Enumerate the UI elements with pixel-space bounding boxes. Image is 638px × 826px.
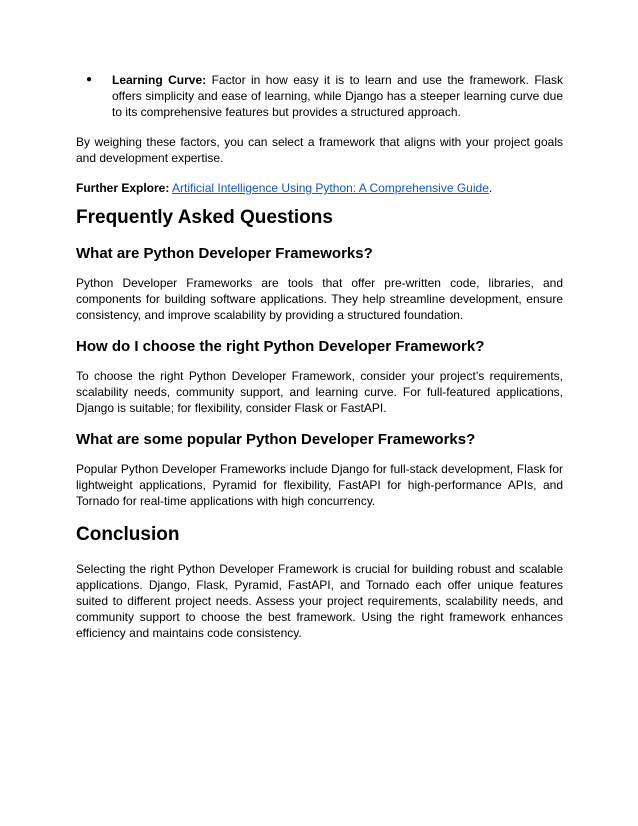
faq-answer-2: To choose the right Python Developer Framework, consider your project’s requirements, scalability needs, community support, and learning curve. For full-featured applications, Django is suitable; for flexibility, consider Flask or FastAPI. bbox=[76, 369, 563, 415]
bullet-text: Factor in how easy it is to learn and use the framework. Flask offers simplicity and ease of learning, while Django has a steeper learning curve due to its comprehensive features but provides a structured approach. bbox=[112, 73, 563, 119]
faq-answer-1: Python Developer Frameworks are tools that offer pre-written code, libraries, and components for building software applications. They help streamline development, ensure consistency, and improve scalability by providing a structured foundation. bbox=[76, 276, 563, 322]
conclusion-text: Selecting the right Python Developer Framework is crucial for building robust and scalable applications. Django, Flask, Pyramid, FastAPI, and Tornado each offer unique features suited to different project needs. Assess your project requirements, scalability needs, and community support to choose the best framework. Using the right framework enhances efficiency and maintains code consistency. bbox=[76, 562, 563, 640]
document-page bbox=[76, 72, 563, 641]
faq-question-2: How do I choose the right Python Developer Framework? bbox=[76, 338, 485, 355]
faq-question-3: What are some popular Python Developer Frameworks? bbox=[76, 431, 476, 448]
summary-paragraph: By weighing these factors, you can select a framework that aligns with your project goals and development expertise. bbox=[76, 135, 563, 165]
further-explore-label: Further Explore: bbox=[76, 181, 170, 195]
faq-answer-3: Popular Python Developer Frameworks include Django for full-stack development, Flask for lightweight applications, Pyramid for flexibility, FastAPI for high-performance APIs, and Tornado for real-time applications with high concurrency. bbox=[76, 462, 563, 508]
conclusion-heading: Conclusion bbox=[76, 524, 180, 545]
further-explore-link[interactable]: Artificial Intelligence Using Python: A Comprehensive Guide bbox=[172, 181, 489, 195]
faq-heading: Frequently Asked Questions bbox=[76, 207, 333, 228]
bullet-label: Learning Curve: bbox=[112, 73, 207, 87]
bullet-item-learning-curve bbox=[76, 72, 563, 120]
bullet-icon: ● bbox=[86, 74, 93, 85]
faq-question-1: What are Python Developer Frameworks? bbox=[76, 245, 373, 262]
factor-bullet-list bbox=[76, 72, 563, 120]
further-explore-suffix: . bbox=[488, 181, 493, 195]
further-explore-line bbox=[76, 180, 563, 196]
